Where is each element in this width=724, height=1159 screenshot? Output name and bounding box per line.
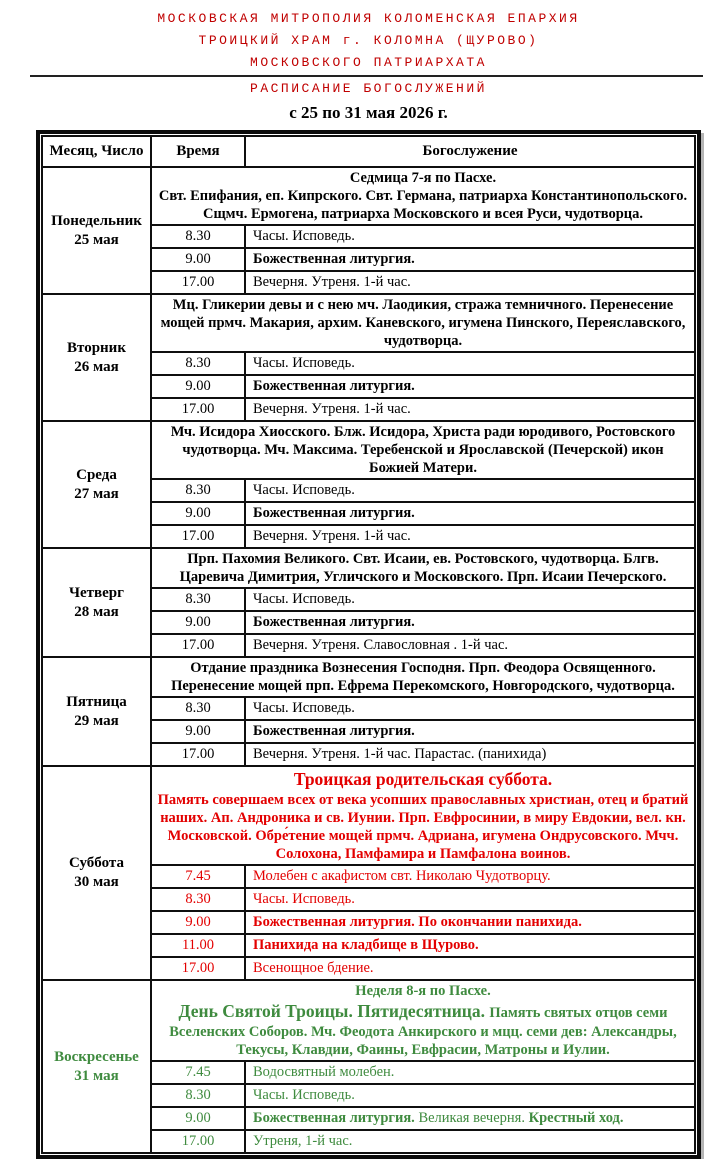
- service-name-cell: [245, 225, 695, 248]
- service-name-cell: [245, 398, 695, 421]
- service-name-text: Утреня, 1-й час.: [253, 1133, 353, 1149]
- day-name: Пятница: [66, 693, 127, 710]
- service-name-text: Божественная литургия.: [253, 251, 415, 267]
- feast-description-text: Прп. Пахомия Великого. Свт. Исаии, ев. Ростовского, чудотворца. Блгв. Царевича Димитрия, Угличского и Московского. Прп. Исаии Печерского.: [179, 551, 667, 585]
- service-name-text: Часы. Исповедь.: [253, 482, 355, 498]
- service-time-cell: 8.30: [151, 697, 245, 720]
- service-name-cell: [245, 1061, 695, 1084]
- service-name-cell: [245, 525, 695, 548]
- day-date: 28 мая: [74, 603, 119, 620]
- service-name-cell: [245, 1130, 695, 1153]
- feast-description-cell: [151, 167, 695, 225]
- service-time-cell: 9.00: [151, 720, 245, 743]
- service-name-text: Часы. Исповедь.: [253, 591, 355, 607]
- service-time-cell: 8.30: [151, 1084, 245, 1107]
- day-cell: [42, 294, 151, 421]
- feast-description-line: [156, 187, 690, 223]
- day-block: [42, 294, 695, 421]
- service-name-cell: [245, 479, 695, 502]
- feast-description-text: Мч. Исидора Хиосского. Блж. Исидора, Христа ради юродивого, Ростовского чудотворца. Мч. Максима. Теребенской и Ярославской (Печерской) икон Божией Матери.: [170, 424, 676, 476]
- schedule-title: РАСПИСАНИЕ БОГОСЛУЖЕНИЙ: [250, 81, 487, 96]
- day-block: [42, 548, 695, 657]
- service-name-cell: [245, 502, 695, 525]
- service-name-text: Часы. Исповедь.: [253, 355, 355, 371]
- service-time-cell: 9.00: [151, 248, 245, 271]
- feast-description-text: Отдание праздника Вознесения Господня. Прп. Феодора Освященного. Перенесение мощей прп. Ефрема Перекомского, Новгородского, чудотворца.: [171, 660, 675, 694]
- schedule-table-frame: [36, 130, 701, 1159]
- service-time-cell: 17.00: [151, 271, 245, 294]
- feast-description-line: [156, 1000, 690, 1059]
- service-time-cell: 17.00: [151, 957, 245, 980]
- feast-description-cell: [151, 548, 695, 588]
- feast-description-line: [156, 423, 690, 477]
- day-block: [42, 766, 695, 980]
- day-cell: [42, 421, 151, 548]
- service-name-text: Вечерня. Утреня. Славословная . 1-й час.: [253, 637, 509, 653]
- table-header: [42, 136, 695, 167]
- service-time-cell: 8.30: [151, 225, 245, 248]
- service-name-cell: [245, 957, 695, 980]
- service-name-text: Божественная литургия.: [253, 614, 415, 630]
- service-name-cell: [245, 743, 695, 766]
- day-name: Четверг: [69, 584, 124, 601]
- column-header-time: Время: [151, 136, 245, 167]
- feast-description-cell: [151, 657, 695, 697]
- service-time-cell: 17.00: [151, 525, 245, 548]
- day-name: Вторник: [67, 339, 126, 356]
- feast-description-line: [156, 169, 690, 187]
- service-time-cell: 7.45: [151, 1061, 245, 1084]
- service-name-cell: [245, 271, 695, 294]
- day-block: [42, 167, 695, 294]
- feast-description-text: День Святой Троицы. Пятидесятница.: [178, 1001, 490, 1021]
- service-name-text: Божественная литургия.: [253, 378, 415, 394]
- feast-description-text: Седмица 7-я по Пасхе.: [349, 170, 497, 186]
- service-name-cell: [245, 934, 695, 957]
- service-name-text: Божественная литургия.: [253, 723, 415, 739]
- day-name: Суббота: [69, 855, 124, 871]
- feast-description-line: [156, 982, 690, 1000]
- service-name-cell: [245, 865, 695, 888]
- service-name-text: Часы. Исповедь.: [253, 228, 355, 244]
- day-cell: [42, 657, 151, 766]
- service-time-cell: 17.00: [151, 634, 245, 657]
- feast-description-cell: [151, 980, 695, 1061]
- service-name-text: Божественная литургия. По окончании панихида.: [253, 914, 582, 930]
- service-name-cell: [245, 248, 695, 271]
- day-cell: [42, 167, 151, 294]
- service-name-cell: [245, 1084, 695, 1107]
- service-name-cell: [245, 888, 695, 911]
- feast-description-cell: [151, 766, 695, 865]
- column-header-service: Богослужение: [245, 136, 695, 167]
- day-date: 30 мая: [74, 874, 119, 890]
- service-name-text: Водосвятный молебен.: [253, 1064, 395, 1080]
- service-time-cell: 17.00: [151, 1130, 245, 1153]
- feast-description-line: [156, 768, 690, 791]
- service-time-cell: 9.00: [151, 502, 245, 525]
- day-description-row: [42, 657, 695, 697]
- service-name-cell: [245, 911, 695, 934]
- feast-description-text: Троицкая родительская суббота.: [293, 769, 553, 789]
- service-name-text: Часы. Исповедь.: [253, 1087, 355, 1103]
- service-name-text: Великая вечерня.: [414, 1110, 529, 1126]
- service-name-cell: [245, 634, 695, 657]
- feast-description-line: [156, 550, 690, 586]
- feast-description-text: Свт. Епифания, еп. Кипрского. Свт. Германа, патриарха Константинопольского. Сщмч. Ермогена, патриарха Московского и всея Руси, чудотворца.: [158, 188, 688, 222]
- day-description-row: [42, 766, 695, 865]
- service-name-text: Божественная литургия.: [253, 505, 415, 521]
- letterhead-line-3: МОСКОВСКОГО ПАТРИАРХАТА: [250, 55, 487, 70]
- service-name-text: Крестный ход.: [528, 1110, 624, 1126]
- service-name-text: Часы. Исповедь.: [253, 700, 355, 716]
- service-time-cell: 17.00: [151, 743, 245, 766]
- service-time-cell: 8.30: [151, 479, 245, 502]
- service-name-text: Вечерня. Утреня. 1-й час.: [253, 274, 411, 290]
- service-time-cell: 9.00: [151, 911, 245, 934]
- day-date: 31 мая: [74, 1067, 119, 1084]
- day-description-row: [42, 167, 695, 225]
- schedule-table: [41, 135, 696, 1154]
- day-date: 27 мая: [74, 485, 119, 502]
- service-name-cell: [245, 720, 695, 743]
- day-description-row: [42, 421, 695, 479]
- feast-description-cell: [151, 294, 695, 352]
- day-cell: [42, 548, 151, 657]
- date-range: с 25 по 31 мая 2026 г.: [289, 103, 448, 122]
- day-description-row: [42, 548, 695, 588]
- day-name: Воскресенье: [54, 1048, 139, 1065]
- table-header-row: [42, 136, 695, 167]
- feast-description-line: [156, 296, 690, 350]
- service-name-text: Часы. Исповедь.: [253, 891, 355, 907]
- feast-description-text: Память святых отцов семи Вселенских Соборов. Мч. Феодота Анкирского и мцц. семи дев: Александры, Текусы, Клавдии, Фаины, Евфрасии, Матроны и Иулии.: [169, 1005, 677, 1058]
- service-name-cell: [245, 611, 695, 634]
- service-time-cell: 11.00: [151, 934, 245, 957]
- service-time-cell: 9.00: [151, 611, 245, 634]
- service-name-text: Божественная литургия.: [253, 1110, 415, 1126]
- service-name-text: Молебен с акафистом свт. Николаю Чудотворцу.: [253, 868, 551, 884]
- service-name-cell: [245, 697, 695, 720]
- day-cell: [42, 766, 151, 980]
- feast-description-text: Память совершаем всех от века усопших православных христиан, отец и братий наших. Ап. Андроника и св. Иунии. Прп. Евфросинии, в миру Евдокии, вел. кн. Московской. Обре́тение мощей прмч. Адриана, игумена Ондрусовского. Мчч. Солохона, Памфамира и Памфалона воинов.: [157, 792, 689, 862]
- day-description-row: [42, 294, 695, 352]
- day-block: [42, 657, 695, 766]
- service-name-text: Всенощное бдение.: [253, 960, 374, 976]
- feast-description-text: Неделя 8-я по Пасхе.: [355, 983, 491, 999]
- service-time-cell: 17.00: [151, 398, 245, 421]
- day-date: 25 мая: [74, 231, 119, 248]
- day-name: Среда: [76, 466, 117, 483]
- service-name-cell: [245, 588, 695, 611]
- letterhead-divider: [30, 75, 703, 77]
- day-cell: [42, 980, 151, 1153]
- feast-description-text: Мц. Гликерии девы и с нею мч. Лаодикия, стража темничного. Перенесение мощей прмч. Макария, архим. Каневского, игумена Пинского, Переяславского, чудотворца.: [160, 297, 686, 349]
- day-date: 29 мая: [74, 712, 119, 729]
- service-name-text: Вечерня. Утреня. 1-й час. Парастас. (панихида): [253, 746, 547, 762]
- letterhead-line-2: ТРОИЦКИЙ ХРАМ г. КОЛОМНА (ЩУРОВО): [198, 33, 539, 48]
- service-name-text: Вечерня. Утреня. 1-й час.: [253, 401, 411, 417]
- day-description-row: [42, 980, 695, 1061]
- service-name-cell: [245, 1107, 695, 1130]
- service-time-cell: 8.30: [151, 588, 245, 611]
- feast-description-line: [156, 659, 690, 695]
- service-time-cell: 8.30: [151, 888, 245, 911]
- feast-description-line: [156, 791, 690, 863]
- day-date: 26 мая: [74, 358, 119, 375]
- day-name: Понедельник: [51, 212, 142, 229]
- day-block: [42, 980, 695, 1153]
- service-name-cell: [245, 375, 695, 398]
- feast-description-cell: [151, 421, 695, 479]
- service-time-cell: 7.45: [151, 865, 245, 888]
- service-name-cell: [245, 352, 695, 375]
- service-name-text: Вечерня. Утреня. 1-й час.: [253, 528, 411, 544]
- column-header-day: Месяц, Число: [42, 136, 151, 167]
- service-name-text: Панихида на кладбище в Щурово.: [253, 937, 479, 953]
- service-time-cell: 9.00: [151, 375, 245, 398]
- service-time-cell: 9.00: [151, 1107, 245, 1130]
- service-time-cell: 8.30: [151, 352, 245, 375]
- letterhead: [36, 8, 701, 125]
- day-block: [42, 421, 695, 548]
- letterhead-line-1: МОСКОВСКАЯ МИТРОПОЛИЯ КОЛОМЕНСКАЯ ЕПАРХИЯ: [157, 11, 580, 26]
